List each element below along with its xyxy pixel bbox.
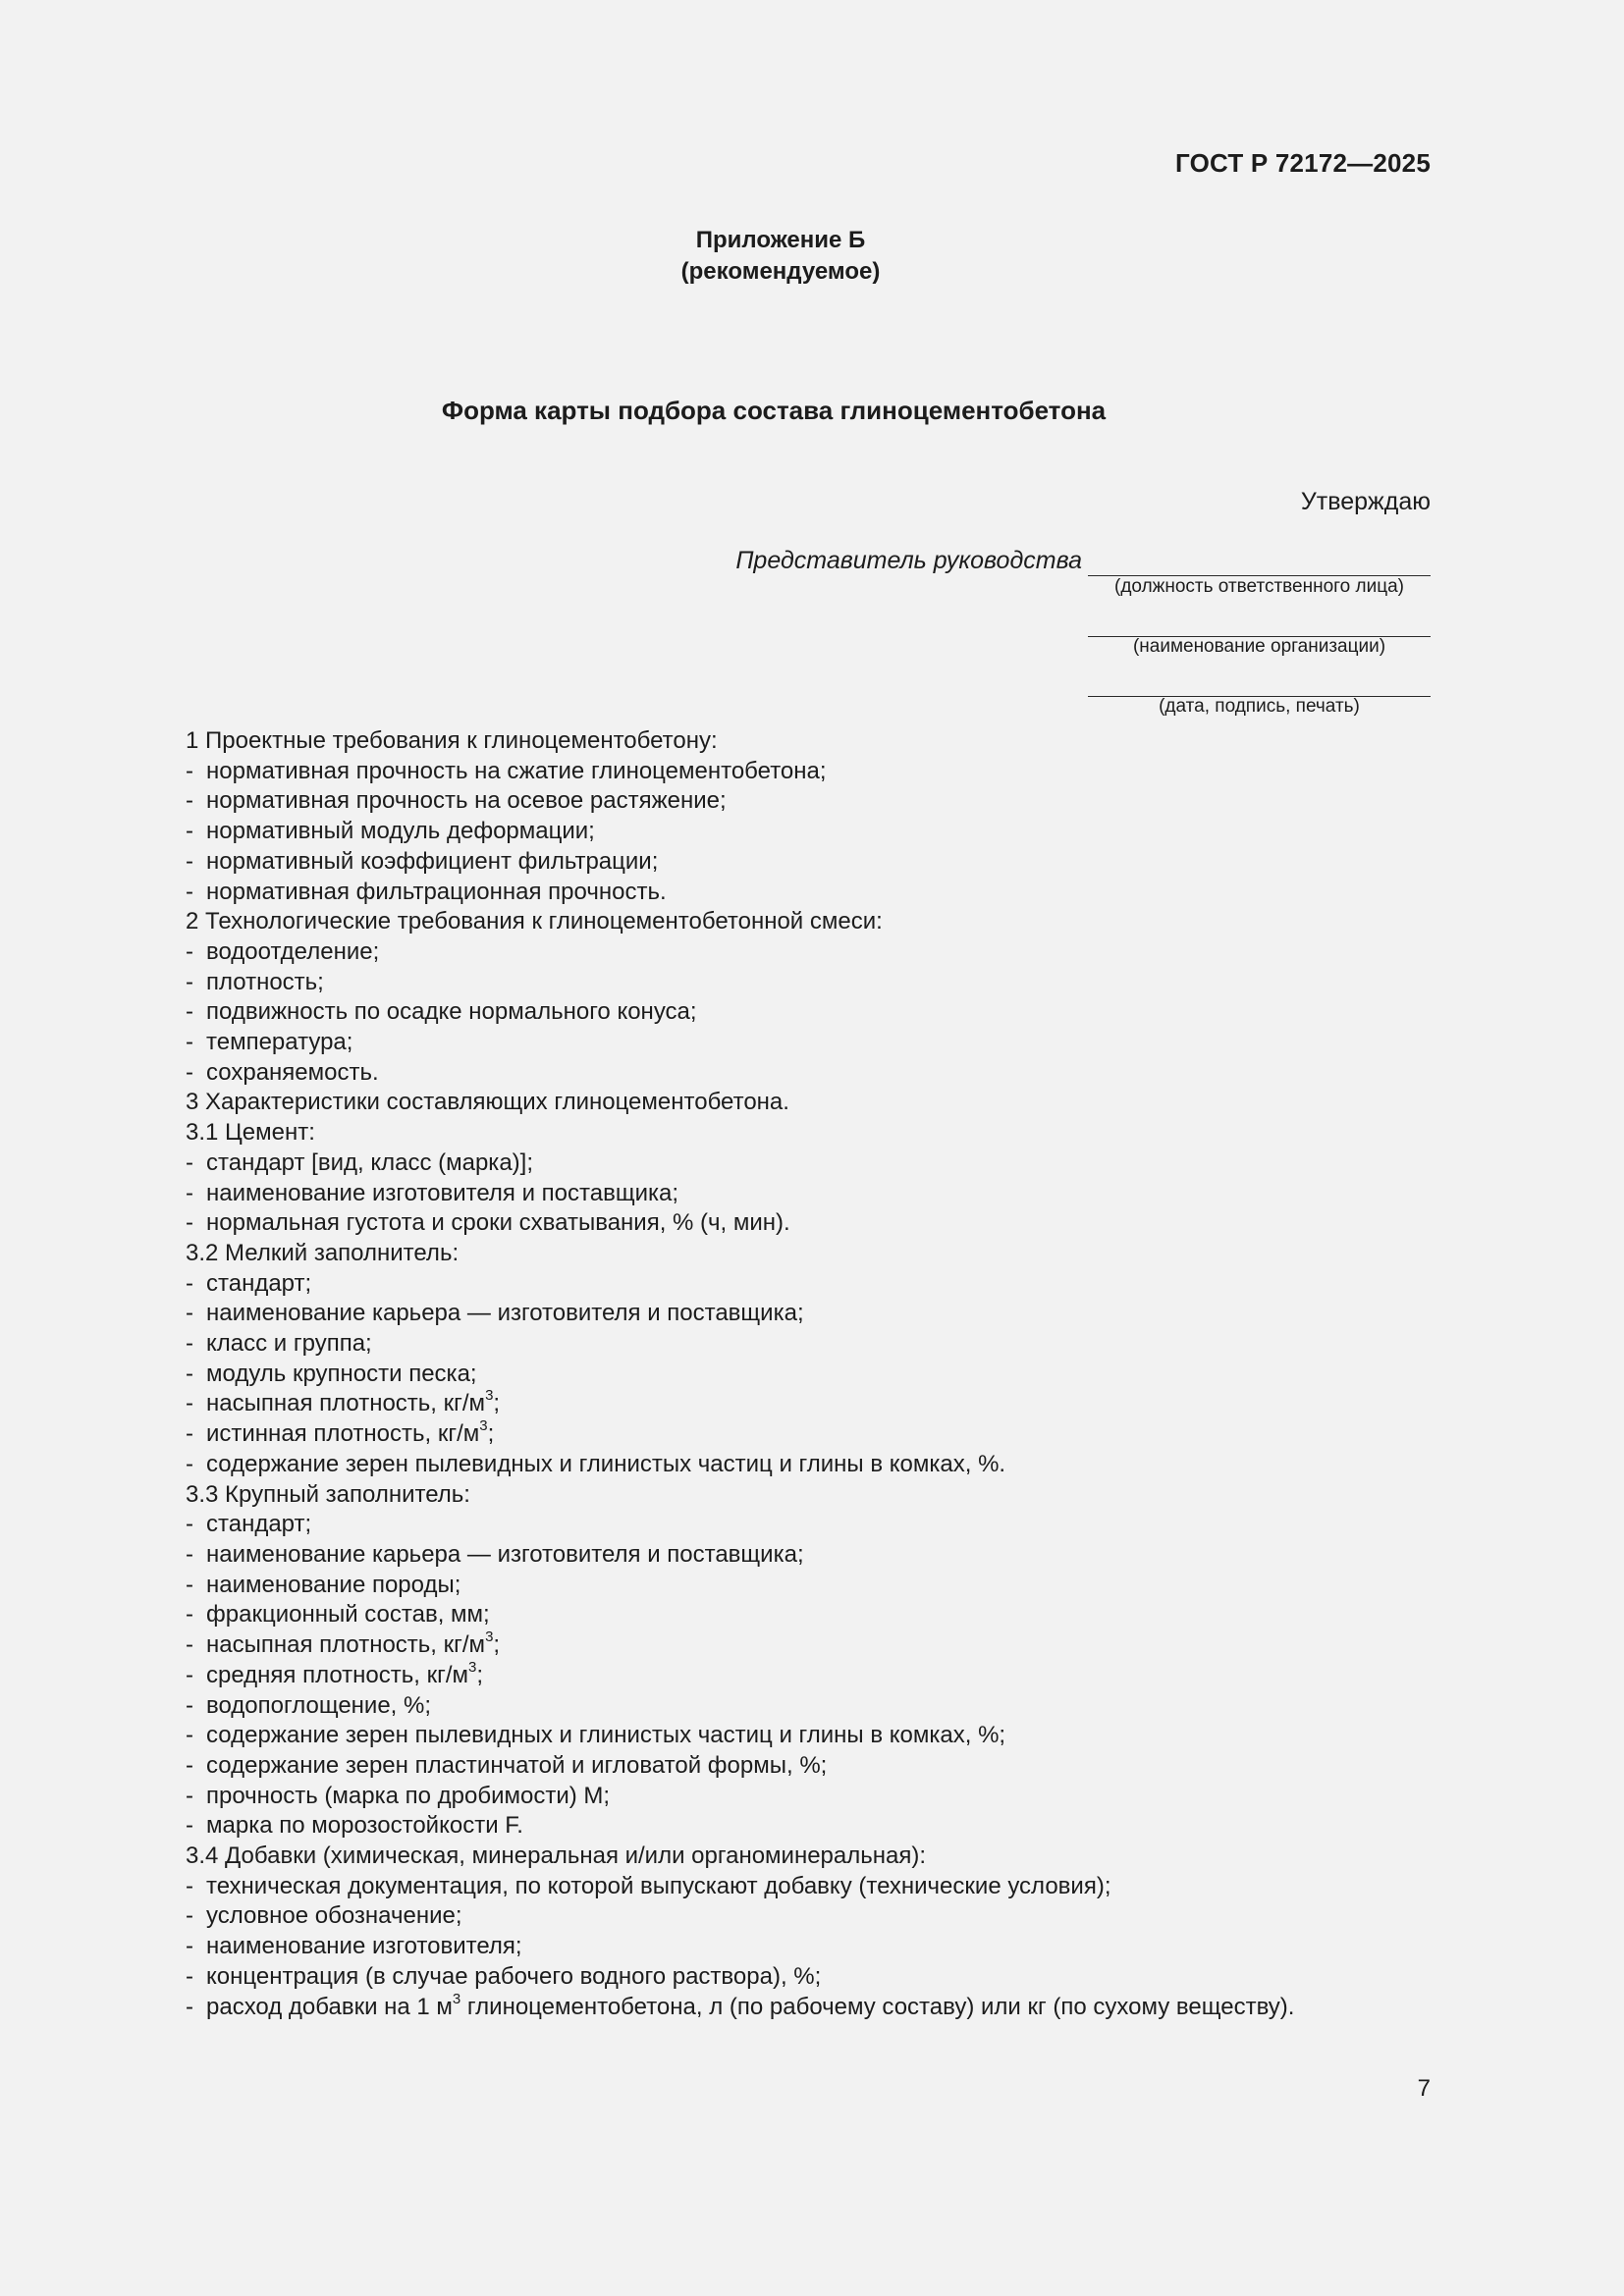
list-item: [186, 817, 1462, 847]
list-item: [186, 1028, 1462, 1058]
list-item: [186, 1990, 1462, 2023]
list-item: [186, 1962, 1462, 1993]
list-dash: -: [186, 1751, 193, 1779]
list-dash: -: [186, 1962, 193, 1990]
list-item: [186, 878, 1462, 908]
line-text: 3.2 Мелкий заполнитель:: [186, 1239, 460, 1266]
section-heading: [186, 1239, 1462, 1269]
line-text: техническая документация, по которой выпускают добавку (технические условия);: [206, 1872, 1111, 1899]
line-text-tail: ;: [493, 1390, 501, 1417]
list-dash: -: [186, 1812, 193, 1840]
list-item: [186, 1299, 1462, 1329]
line-text: условное обозначение;: [206, 1902, 462, 1930]
representative-label: Представитель руководства: [735, 547, 1082, 574]
caption-position: (должность ответственного лица): [1114, 576, 1404, 597]
appendix-heading: [0, 225, 1561, 288]
line-text: нормативная фильтрационная прочность.: [206, 878, 667, 905]
signature-line-date: [1088, 667, 1431, 697]
list-dash: -: [186, 1722, 193, 1749]
list-item: [186, 1269, 1462, 1300]
list-dash: -: [186, 757, 193, 784]
list-dash: -: [186, 1902, 193, 1930]
line-text: содержание зерен пылевидных и глинистых частиц и глины в комках, %;: [206, 1722, 1006, 1749]
line-text: прочность (марка по дробимости) М;: [206, 1782, 611, 1809]
line-text: 3.4 Добавки (химическая, минеральная и/или органоминеральная):: [186, 1842, 927, 1870]
list-dash: -: [186, 1269, 193, 1297]
list-dash: -: [186, 1390, 193, 1417]
list-item: [186, 1179, 1462, 1209]
line-text: насыпная плотность, кг/м: [206, 1390, 486, 1417]
list-dash: -: [186, 1360, 193, 1387]
signature-line-position: [1088, 546, 1431, 576]
list-dash: -: [186, 847, 193, 875]
section-heading: [186, 726, 1462, 757]
list-dash: -: [186, 1300, 193, 1327]
list-dash: -: [186, 1601, 193, 1629]
list-item: [186, 1901, 1462, 1932]
list-item: [186, 1721, 1462, 1751]
line-text: 3.1 Цемент:: [186, 1119, 315, 1147]
line-text: наименование изготовителя и поставщика;: [206, 1179, 679, 1206]
line-text: 2 Технологические требования к глиноцементобетонной смеси:: [186, 908, 883, 935]
list-item: [186, 1630, 1462, 1661]
list-dash: -: [186, 1993, 193, 2020]
list-dash: -: [186, 818, 193, 845]
line-text: фракционный состав, мм;: [206, 1601, 490, 1629]
list-dash: -: [186, 1691, 193, 1719]
list-dash: -: [186, 968, 193, 995]
list-dash: -: [186, 1179, 193, 1206]
section-heading: [186, 1842, 1462, 1872]
list-item: [186, 1872, 1462, 1902]
list-dash: -: [186, 1511, 193, 1538]
signature-line-organization: [1088, 607, 1431, 637]
line-text: стандарт [вид, класс (марка)];: [206, 1148, 533, 1176]
section-heading: [186, 1480, 1462, 1511]
line-text: нормативная прочность на осевое растяжение;: [206, 787, 727, 815]
list-dash: -: [186, 787, 193, 815]
line-text: водоотделение;: [206, 937, 380, 965]
line-text: марка по морозостойкости F.: [206, 1812, 523, 1840]
superscript: 3: [468, 1658, 477, 1676]
list-item: [186, 1540, 1462, 1571]
line-text: средняя плотность, кг/м: [206, 1661, 469, 1688]
line-text: 1 Проектные требования к глиноцементобетону:: [186, 727, 718, 754]
list-item: [186, 1148, 1462, 1179]
list-item: [186, 968, 1462, 998]
list-item: [186, 1419, 1462, 1450]
section-heading: [186, 1118, 1462, 1148]
line-text: наименование карьера — изготовителя и поставщика;: [206, 1540, 804, 1568]
list-dash: -: [186, 1782, 193, 1809]
list-dash: -: [186, 1450, 193, 1477]
list-dash: -: [186, 1661, 193, 1688]
line-text: насыпная плотность, кг/м: [206, 1631, 486, 1659]
line-text: стандарт;: [206, 1269, 312, 1297]
list-item: [186, 1751, 1462, 1782]
line-text: водопоглощение, %;: [206, 1691, 432, 1719]
superscript: 3: [485, 1629, 494, 1646]
form-title: Форма карты подбора состава глиноцементобетона: [441, 396, 1107, 425]
list-dash: -: [186, 937, 193, 965]
list-dash: -: [186, 1058, 193, 1086]
list-item: [186, 1329, 1462, 1360]
caption-date-signature-stamp: (дата, подпись, печать): [1159, 696, 1360, 717]
list-dash: -: [186, 1209, 193, 1237]
line-text-tail: ;: [476, 1661, 484, 1688]
list-dash: -: [186, 1029, 193, 1056]
list-item: [186, 1360, 1462, 1390]
line-text: 3.3 Крупный заполнитель:: [186, 1480, 470, 1508]
list-item: [186, 1389, 1462, 1419]
line-text: нормативный коэффициент фильтрации;: [206, 847, 659, 875]
line-text-tail: глиноцементобетона, л (по рабочему составу) или кг (по сухому веществу).: [460, 1993, 1295, 2020]
appendix-subtitle: (рекомендуемое): [680, 258, 881, 285]
appendix-title: Приложение Б: [695, 227, 866, 253]
line-text: температура;: [206, 1029, 353, 1056]
list-dash: -: [186, 1933, 193, 1960]
section-heading: [186, 907, 1462, 937]
line-text: 3 Характеристики составляющих глиноцементобетона.: [186, 1089, 789, 1116]
list-dash: -: [186, 878, 193, 905]
list-item: [186, 1571, 1462, 1601]
list-item: [186, 786, 1462, 817]
list-item: [186, 847, 1462, 878]
list-item: [186, 1932, 1462, 1962]
line-text: содержание зерен пылевидных и глинистых частиц и глины в комках, %.: [206, 1450, 1006, 1477]
list-item: [186, 1510, 1462, 1540]
line-text: нормальная густота и сроки схватывания, % (ч, мин).: [206, 1209, 790, 1237]
list-dash: -: [186, 1571, 193, 1598]
list-dash: -: [186, 1540, 193, 1568]
list-item: [186, 937, 1462, 968]
line-text: содержание зерен пластинчатой и игловатой формы, %;: [206, 1751, 828, 1779]
line-text: наименование породы;: [206, 1571, 461, 1598]
line-text: наименование изготовителя;: [206, 1933, 522, 1960]
list-item: [186, 1208, 1462, 1239]
line-text: истинная плотность, кг/м: [206, 1420, 480, 1448]
list-item: [186, 1782, 1462, 1812]
line-text: нормативный модуль деформации;: [206, 818, 595, 845]
superscript: 3: [452, 1990, 461, 2007]
line-text: расход добавки на 1 м: [206, 1993, 453, 2020]
line-text: наименование карьера — изготовителя и поставщика;: [206, 1300, 804, 1327]
list-item: [186, 757, 1462, 787]
list-dash: -: [186, 1148, 193, 1176]
line-text: плотность;: [206, 968, 324, 995]
caption-organization: (наименование организации): [1132, 636, 1386, 657]
list-dash: -: [186, 1631, 193, 1659]
document-id: ГОСТ Р 72172—2025: [1175, 148, 1431, 178]
line-text: модуль крупности песка;: [206, 1360, 477, 1387]
line-text-tail: ;: [493, 1631, 501, 1659]
list-item: [186, 1058, 1462, 1089]
line-text: стандарт;: [206, 1511, 312, 1538]
section-heading: [186, 1088, 1462, 1118]
list-dash: -: [186, 998, 193, 1026]
list-item: [186, 1658, 1462, 1691]
line-text: сохраняемость.: [206, 1058, 379, 1086]
list-item: [186, 997, 1462, 1028]
list-item: [186, 1450, 1462, 1480]
line-text: концентрация (в случае рабочего водного раствора), %;: [206, 1962, 822, 1990]
line-text: нормативная прочность на сжатие глиноцементобетона;: [206, 757, 827, 784]
list-dash: -: [186, 1872, 193, 1899]
list-dash: -: [186, 1420, 193, 1448]
line-text-tail: ;: [487, 1420, 495, 1448]
superscript: 3: [479, 1417, 488, 1435]
page-number: 7: [1417, 2075, 1431, 2102]
requirements-list: [186, 726, 1462, 2022]
approve-label: Утверждаю: [1300, 488, 1431, 515]
list-item: [186, 1811, 1462, 1842]
list-item: [186, 1600, 1462, 1630]
superscript: 3: [485, 1387, 494, 1405]
line-text: подвижность по осадке нормального конуса;: [206, 998, 697, 1026]
line-text: класс и группа;: [206, 1330, 372, 1358]
list-item: [186, 1691, 1462, 1722]
list-dash: -: [186, 1330, 193, 1358]
